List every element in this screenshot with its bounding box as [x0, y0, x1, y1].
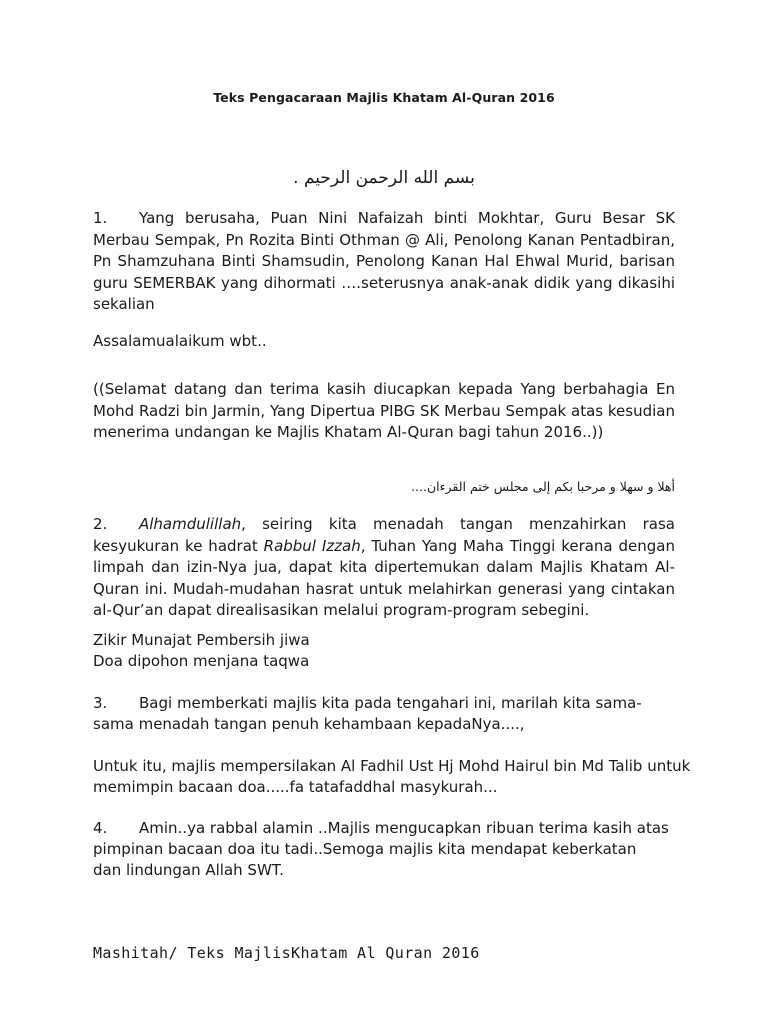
- verse-line-2: Doa dipohon menjana taqwa: [93, 652, 310, 670]
- arabic-welcome-text: أهلا و سهلا و مرحبا بكم إلى مجلس ختم القرءان....: [411, 479, 675, 494]
- invite-line-1: Untuk itu, majlis mempersilakan Al Fadhil Ust Hj Mohd Hairul bin Md Talib untuk: [93, 757, 691, 775]
- paragraph-text: Amin..ya rabbal alamin ..Majlis mengucapkan ribuan terima kasih atas: [139, 819, 669, 837]
- paragraph-text: , seiring kita menadah tangan menzahirkan rasa kesyukuran ke hadrat: [93, 515, 675, 555]
- italic-term: Rabbul Izzah: [263, 536, 361, 555]
- paragraph-text: Bagi memberkati majlis kita pada tengahari ini, marilah kita sama-: [139, 694, 642, 712]
- paragraph-text: , Tuhan Yang Maha Tinggi kerana dengan limpah dan izin-Nya jua, dapat kita dipertemukan dalam Majlis Khatam Al-Quran ini. Mudah-mudahan hasrat untuk melahirkan generasi yang cintakan al-Qur’an dapat direalisasikan melalui program-program sebegini.: [93, 536, 675, 619]
- verse-line-1: Zikir Munajat Pembersih jiwa: [93, 631, 310, 649]
- welcome-paragraph: ((Selamat datang dan terima kasih diucapkan kepada Yang berbahagia En Mohd Radzi bin Jarmin, Yang Dipertua PIBG SK Merbau Sempak atas kesudian menerima undangan ke Majlis Khatam Al-Quran bagi tahun 2016..)): [93, 380, 675, 441]
- paragraph-number: 2.: [93, 515, 108, 533]
- paragraph-4-line-1: [93, 818, 669, 840]
- paragraph-1: [93, 208, 675, 316]
- paragraph-4-line-2: pimpinan bacaan doa itu tadi..Semoga majlis kita mendapat keberkatan: [93, 840, 637, 858]
- bismillah-text: بسم الله الرحمن الرحيم .: [293, 168, 475, 188]
- paragraph-text: Yang berusaha, Puan Nini Nafaizah binti Mokhtar, Guru Besar SK Merbau Sempak, Pn Rozita Binti Othman @ Ali, Penolong Kanan Pentadbiran, Pn Shamzuhana Binti Shamsudin, Penolong Kanan Hal Ehwal Murid, barisan guru SEMERBAK yang dihormati ….seterusnya anak-anak didik yang dikasihi sekalian: [93, 209, 675, 313]
- paragraph-number: 4.: [93, 819, 108, 837]
- page-footer: Mashitah/ Teks MajlisKhatam Al Quran 2016: [93, 944, 480, 962]
- paragraph-number: 3.: [93, 694, 108, 712]
- document-title: Teks Pengacaraan Majlis Khatam Al-Quran 2016: [213, 90, 555, 105]
- paragraph-number: 1.: [93, 209, 108, 227]
- invite-line-2: memimpin bacaan doa.....fa tatafaddhal masykurah...: [93, 778, 498, 796]
- paragraph-3-line-1: [93, 693, 642, 715]
- italic-term: Alhamdulillah: [139, 515, 242, 533]
- paragraph-4-line-3: dan lindungan Allah SWT.: [93, 861, 284, 879]
- paragraph-3-line-2: sama menadah tangan penuh kehambaan kepadaNya....,: [93, 715, 525, 733]
- paragraph-2: [93, 514, 675, 622]
- greeting-text: Assalamualaikum wbt..: [93, 332, 267, 350]
